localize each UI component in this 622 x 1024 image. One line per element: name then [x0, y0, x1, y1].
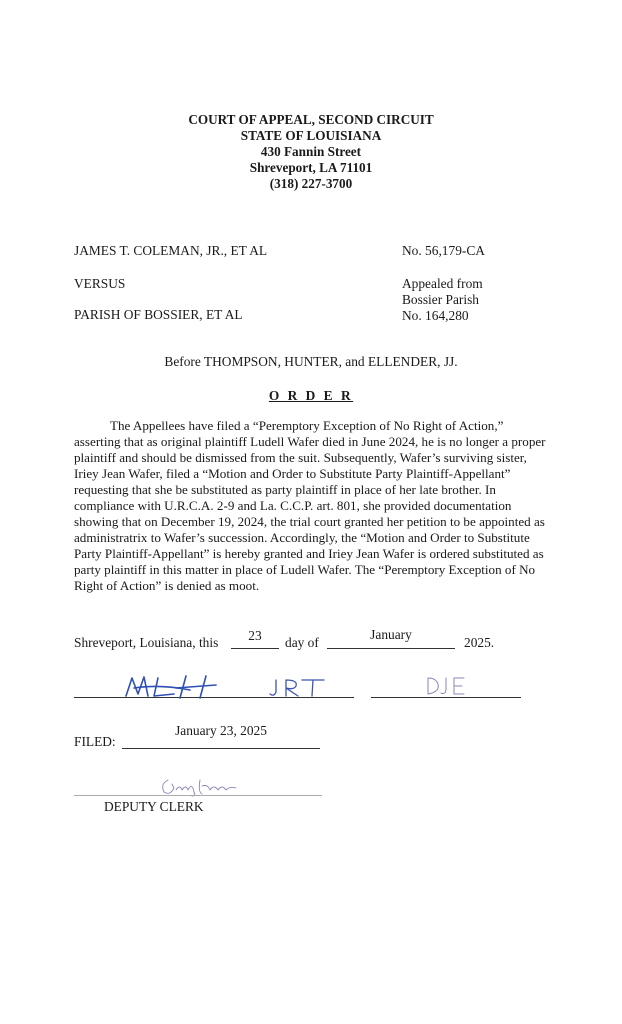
judge-signature-jrt [268, 676, 338, 700]
court-header [0, 112, 622, 192]
judge-signature-mlh [120, 670, 230, 704]
dateline-year: 2025. [464, 635, 495, 650]
clerk-signature-line [74, 795, 322, 796]
dateline-month-value: January [370, 627, 412, 642]
deputy-clerk-label: DEPUTY CLERK [104, 799, 204, 814]
dateline-day-value: 23 [248, 628, 262, 643]
plaintiff-name: JAMES T. COLEMAN, JR., ET AL [74, 243, 268, 258]
dateline [74, 627, 554, 654]
filed-label: FILED: [74, 734, 116, 749]
court-phone: (318) 227-3700 [269, 176, 353, 191]
dateline-month [327, 627, 455, 649]
judge-signature-dje [424, 674, 474, 698]
court-state: STATE OF LOUISIANA [240, 128, 382, 143]
dateline-day-of: day of [285, 635, 319, 650]
case-number: No. 56,179-CA [402, 243, 485, 258]
court-city: Shreveport, LA 71101 [249, 160, 373, 175]
filed-date: January 23, 2025 [122, 718, 320, 749]
appealed-from-line2: Bossier Parish [402, 292, 479, 307]
order-body [74, 418, 552, 594]
appealed-from-label [402, 276, 483, 324]
dateline-day [231, 628, 279, 649]
order-body-text: The Appellees have filed a “Peremptory Exception of No Right of Action,” asserting that as original plaintiff Ludell Wafer died in June 2024, he is no longer a proper plaintiff and should be dismissed from the suit. Subsequently, Wafer’s surviving sister, Iriey Jean Wafer, filed a “Motion and Order to Substitute Party Plaintiff-Appellant” requesting that she be substituted as party plaintiff in place of her late brother. In compliance with U.R.C.A. 2-9 and La. C.C.P. art. 801, she provided documentation showing that on December 19, 2024, the trial court granted her petition to be appointed as administratrix to Wafer’s succession. Accordingly, the “Motion and Order to Substitute Party Plaintiff-Appellant” is hereby granted and Iriey Jean Wafer is ordered substituted as party plaintiff in this matter in place of Ludell Wafer. The “Peremptory Exception of No Right of Action” is denied as moot. [74, 418, 546, 593]
court-street: 430 Fannin Street [260, 144, 362, 159]
versus-label: VERSUS [74, 276, 126, 291]
defendant-name: PARISH OF BOSSIER, ET AL [74, 307, 243, 322]
order-title: O R D E R [268, 388, 354, 403]
court-name: COURT OF APPEAL, SECOND CIRCUIT [188, 112, 434, 127]
dateline-prefix: Shreveport, Louisiana, this [74, 635, 219, 650]
panel-judges: Before THOMPSON, HUNTER, and ELLENDER, JJ. [164, 354, 458, 369]
appealed-from-line1: Appealed from [402, 276, 483, 291]
lower-court-number: No. 164,280 [402, 308, 469, 323]
